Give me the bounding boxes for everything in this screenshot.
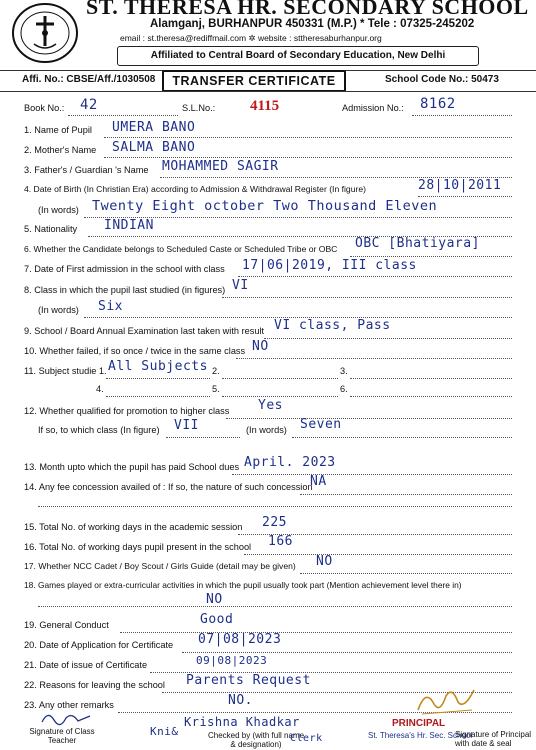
field-12b-words-line [292,437,512,438]
field-20-value: 07|08|2023 [198,632,282,647]
field-11-line-5 [222,396,338,397]
field-7-label: 7. Date of First admission in the school with class [24,264,225,274]
principal-signature-label: Signature of Principal with date & seal [455,730,532,748]
field-1-label: 1. Name of Pupil [24,125,92,135]
field-10-line [236,358,512,359]
field-1-line [104,137,512,138]
checker-name: Krishna Khadkar [184,715,300,729]
field-17-label: 17. Whether NCC Cadet / Boy Scout / Girls Guide (detail may be given) [24,561,296,571]
field-10-label: 10. Whether failed, if so once / twice in the same class [24,346,246,356]
field-14-label: 14. Any fee concession availed of : If so, the nature of such concession [24,482,313,492]
school-contact: email : st.theresa@rediffmail.com ✲ website : sttheresaburhanpur.org [120,33,382,43]
field-22-value: Parents Request [186,673,311,688]
book-no-label: Book No.: [24,103,65,113]
admission-no-label: Admission No.: [342,103,404,113]
field-14-line [300,494,512,495]
field-18-value: NO [206,592,223,607]
field-4-label: 4. Date of Birth (In Christian Era) according to Admission & Withdrawal Register (In figure) [24,184,366,194]
field-8-words-label: (In words) [38,305,79,315]
sl-no-label: S.L.No.: [182,103,216,113]
affiliation-number: Affi. No.: CBSE/Aff./1030508 [22,74,156,85]
field-7-line [238,276,512,277]
field-13-value: April. 2023 [244,455,336,470]
affiliation-box: Affiliated to Central Board of Secondary Education, New Delhi [117,46,479,66]
field-4-line [418,196,512,197]
field-7-value: 17|06|2019, III class [242,258,417,273]
field-18-label: 18. Games played or extra-curricular activities in which the pupil usually took part (Mention achievement level there in) [24,580,462,590]
field-15-value: 225 [262,515,287,530]
class-teacher-signature [38,708,98,728]
field-11-num-3: 3. [340,366,348,376]
admission-no-line [412,115,512,116]
field-12b-label: If so, to which class (In figure) [38,425,160,435]
field-23-value: NO. [228,693,253,708]
field-8-line [222,297,512,298]
field-15-label: 15. Total No. of working days in the academic session [24,522,243,532]
field-11-line-2 [222,378,338,379]
sl-no-value: 4115 [250,98,280,114]
field-11-value: All Subjects [108,359,208,374]
class-teacher-signature-label: Signature of Class Teacher [29,727,95,745]
field-16-value: 166 [268,534,293,549]
field-4-words-label: (In words) [38,205,79,215]
field-6-label: 6. Whether the Candidate belongs to Scheduled Caste or Scheduled Tribe or OBC [24,244,338,254]
field-11-num-6: 6. [340,384,348,394]
field-11-num-2: 2. [212,366,220,376]
field-11-line-4 [106,396,210,397]
field-2-line [104,157,512,158]
field-14-value: NA [310,474,327,489]
field-21-value: 09|08|2023 [196,654,268,667]
field-12b-words-label: (In words) [246,425,287,435]
field-19-label: 19. General Conduct [24,620,109,630]
header-divider-2 [0,91,536,92]
field-12-line [226,418,512,419]
field-17-line [300,573,512,574]
school-code: School Code No.: 50473 [385,74,499,85]
field-19-value: Good [200,612,234,627]
field-9-label: 9. School / Board Annual Examination last taken with result [24,326,265,336]
field-2-value: SALMA BANO [112,140,196,155]
field-12b-words-value: Seven [300,417,342,432]
field-8-label: 8. Class in which the pupil last studied (in figures) [24,285,226,295]
field-20-line [182,652,512,653]
school-address: Alamganj, BURHANPUR 450331 (M.P.) * Tele : 07325-245202 [150,18,475,30]
field-8-words-value: Six [98,299,123,314]
field-22-label: 22. Reasons for leaving the school [24,680,165,690]
field-12b-value: VII [174,418,199,433]
field-2-label: 2. Mother's Name [24,145,97,155]
field-11-num-5: 5. [212,384,220,394]
checker-designation: Clerk [290,733,323,744]
field-4-words-value: Twenty Eight october Two Thousand Eleven [92,198,438,214]
field-9-value: VI class, Pass [274,318,391,333]
field-5-label: 5. Nationality [24,224,78,234]
field-6-value: OBC [Bhatiyara] [355,236,480,251]
field-12b-line [166,437,240,438]
field-5-value: INDIAN [104,218,154,233]
field-18-line [38,606,512,607]
field-19-line [120,632,512,633]
field-16-label: 16. Total No. of working days pupil present in the school [24,542,252,552]
field-11-num-4: 4. [96,384,104,394]
field-12-label: 12. Whether qualified for promotion to higher class [24,406,230,416]
field-11-line-3 [350,378,512,379]
certificate-title: TRANSFER CERTIFICATE [162,70,346,92]
field-11-line-6 [350,396,512,397]
field-3-label: 3. Father's / Guardian 's Name [24,165,149,175]
field-11-line-1 [106,378,210,379]
field-12-value: Yes [258,398,283,413]
principal-seal-text: St. Theresa's Hr. Sec. School [368,731,473,740]
field-23-label: 23. Any other remarks [24,700,114,710]
book-no-value: 42 [80,97,98,113]
field-1-value: UMERA BANO [112,120,196,135]
school-name: ST. THERESA HR. SECONDARY SCHOOL [86,0,529,19]
school-logo [10,2,80,64]
field-13-line [232,474,512,475]
field-16-line [244,554,512,555]
field-17-value: NO [316,554,333,569]
field-21-label: 21. Date of issue of Certificate [24,660,148,670]
field-3-value: MOHAMMED SAGIR [162,159,279,174]
field-10-value: NO [252,339,269,354]
book-no-line [68,115,178,116]
field-4-value: 28|10|2011 [418,178,502,193]
checked-by-label: Checked by (with full name & designation) [207,731,305,749]
field-20-label: 20. Date of Application for Certificate [24,640,174,650]
field-9-line [264,338,512,339]
principal-title: PRINCIPAL [392,718,446,729]
field-14-line-2 [38,506,512,507]
checker-initial: Kni& [150,725,179,738]
field-8-value: VI [232,278,249,293]
admission-no-value: 8162 [420,96,456,112]
field-13-label: 13. Month upto which the pupil has paid School dues [24,462,240,472]
field-11-label: 11. Subject studie 1. [24,366,107,376]
principal-signature [412,680,482,720]
field-6-line [350,256,512,257]
